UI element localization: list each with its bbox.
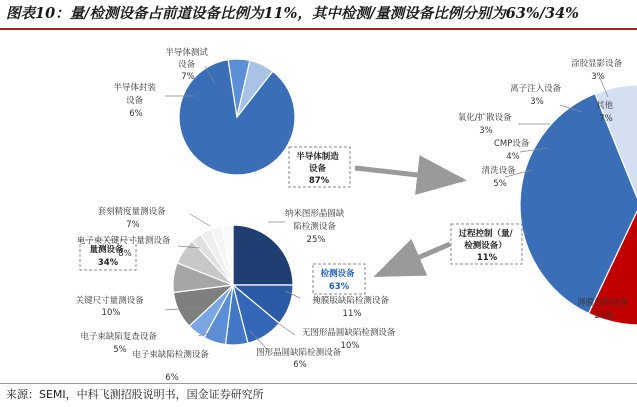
label-eb-cd: 电子束关键尺寸量测设备 8% [76, 236, 171, 259]
label-coating: 涂胶显影设备 3% [571, 59, 623, 82]
label-mask: 掩膜版缺陷检测设备 11% [312, 296, 389, 319]
label-metrology: 量测设备 34% [89, 245, 124, 268]
arrow-to-right-pie [355, 168, 462, 180]
bottom-pie [173, 225, 293, 345]
label-film: 薄膜沉积设备 21% [577, 298, 629, 321]
label-test: 半导体测试 设备 7% [165, 48, 208, 82]
label-process-control: 过程控制（量/ 检测设备） 11% [458, 229, 513, 263]
right-pie [520, 85, 637, 325]
label-other: 其他 7% [596, 101, 614, 124]
chart-title: 图表10：量/检测设备占前道设备比例为11%，其中检测/量测设备比例分别为63%/34% [6, 5, 579, 22]
label-eb-defect: 电子束缺陷检测设备 6% [132, 350, 209, 383]
label-unpatterned: 无图形晶圆缺陷检测设备 10% [301, 328, 396, 351]
arrow-to-bottom-pie [378, 244, 450, 275]
label-cmp: CMP设备 4% [493, 139, 530, 162]
label-overlay: 套刻精度量测设备 7% [97, 207, 166, 230]
pie-slice-bottom-纳米图形晶圆缺陷检测设备 [233, 225, 293, 285]
label-ion: 离子注入设备 3% [510, 84, 562, 107]
label-patterned: 图形晶圆缺陷检测设备 6% [256, 348, 342, 370]
source-divider [0, 383, 637, 384]
label-package: 半导体封装 设备 6% [113, 83, 156, 119]
label-inspection: 检测设备 63% [320, 269, 355, 292]
source-note: 来源：SEMI，中科飞测招股说明书，国金证券研究所 [6, 388, 264, 401]
label-eb-review: 电子束缺陷复查设备 5% [80, 332, 157, 355]
top-pie [179, 59, 295, 175]
label-oxidation: 氧化/扩散设备 3% [457, 113, 512, 136]
label-cd: 关键尺寸量测设备 10% [75, 296, 144, 318]
label-manufacturing: 半导体制造 设备 87% [296, 152, 339, 186]
label-nano: 纳米图形晶圆缺 陷检测设备 25% [284, 209, 345, 245]
label-clean: 清洗设备 5% [481, 166, 516, 189]
